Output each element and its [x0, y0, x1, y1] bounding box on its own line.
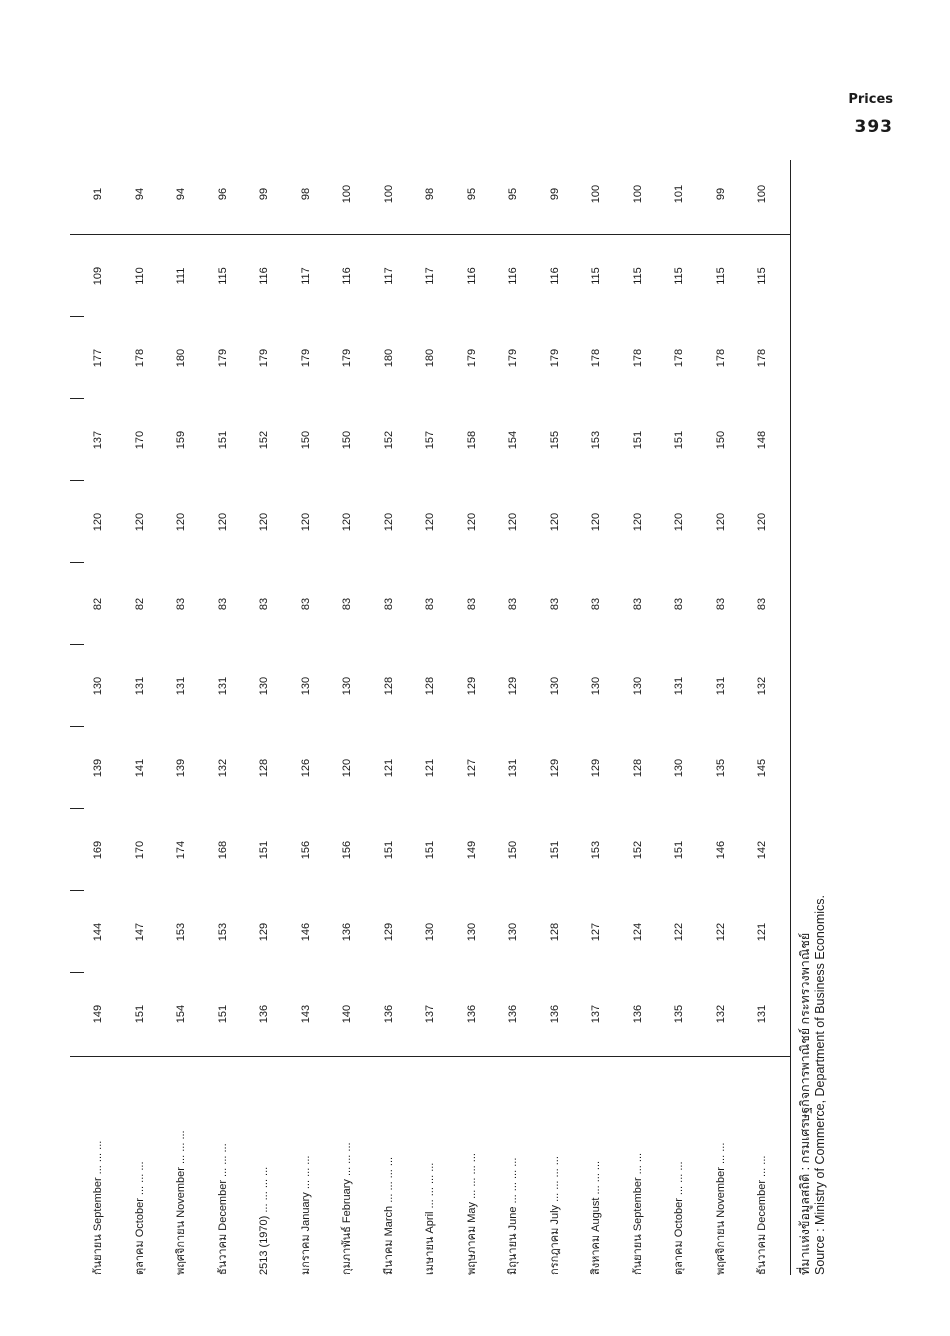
table-cell: 120	[548, 512, 561, 532]
table-row	[120, 160, 160, 1275]
table-cell: 153	[216, 922, 229, 942]
column-separator	[70, 1056, 790, 1057]
table-cell: 151	[631, 430, 644, 450]
table-cell: 147	[133, 922, 146, 942]
table-cell: 83	[341, 597, 353, 611]
table-cell: 130	[465, 922, 478, 942]
table-cell: 99	[714, 187, 727, 201]
table-cell: 151	[258, 840, 270, 860]
table-cell: 179	[299, 348, 312, 368]
table-cell: 120	[299, 512, 312, 532]
table-cell: 132	[216, 758, 229, 778]
table-row	[576, 160, 616, 1275]
table-cell: 178	[714, 348, 727, 368]
table-cell: 83	[382, 597, 395, 611]
table-cell: 179	[507, 348, 519, 368]
table-row	[618, 160, 658, 1275]
table-cell: 122	[673, 922, 685, 942]
table-cell: 153	[590, 430, 602, 450]
table-cell: 148	[756, 430, 768, 450]
table-cell: 120	[590, 512, 602, 532]
table-cell: 178	[590, 348, 602, 368]
table-cell: 110	[133, 267, 146, 285]
table-row	[244, 160, 284, 1275]
table-cell: 129	[590, 758, 602, 778]
table-cell: 131	[216, 676, 229, 696]
table-cell: 170	[133, 840, 146, 860]
table-cell: 100	[590, 184, 602, 204]
table-rule	[790, 160, 791, 1275]
column-separator	[70, 890, 84, 891]
table-cell: 120	[673, 512, 685, 532]
row-label: ตุลาคม October ... ... ...	[673, 1161, 685, 1275]
table-cell: 116	[507, 267, 519, 285]
table-cell: 83	[756, 597, 768, 611]
table-cell: 120	[756, 512, 768, 532]
table-row	[452, 160, 492, 1275]
table-cell: 111	[175, 267, 187, 285]
table-cell: 83	[507, 597, 519, 611]
row-label: กรกฎาคม July ... ... ... ...	[548, 1156, 561, 1275]
table-cell: 120	[465, 512, 478, 532]
row-label: กุมภาพันธ์ February ... ... ...	[341, 1142, 353, 1275]
table-row	[286, 160, 326, 1275]
table-cell: 83	[631, 597, 644, 611]
table-cell: 83	[175, 597, 187, 611]
table-cell: 83	[299, 597, 312, 611]
price-index-table	[70, 160, 790, 1275]
table-cell: 169	[92, 840, 104, 860]
table-cell: 152	[631, 840, 644, 860]
table-cell: 151	[216, 430, 229, 450]
table-cell: 116	[548, 267, 561, 285]
table-cell: 141	[133, 758, 146, 778]
table-cell: 100	[756, 184, 768, 204]
table-cell: 170	[133, 430, 146, 450]
table-cell: 122	[714, 922, 727, 942]
column-separator	[70, 234, 790, 235]
table-cell: 146	[299, 922, 312, 942]
row-label: สิงหาคม August ... ... ...	[590, 1160, 602, 1275]
table-row	[493, 160, 533, 1275]
table-cell: 144	[92, 922, 104, 942]
table-cell: 131	[507, 758, 519, 778]
table-cell: 128	[548, 922, 561, 942]
table-cell: 157	[424, 430, 436, 450]
table-cell: 139	[92, 758, 104, 778]
table-row	[369, 160, 409, 1275]
table-cell: 128	[382, 676, 395, 696]
row-label: ธันวาคม December ... ...	[756, 1155, 768, 1275]
table-cell: 136	[382, 1004, 395, 1024]
table-cell: 83	[258, 597, 270, 611]
table-cell: 154	[175, 1004, 187, 1024]
row-label: เมษายน April ... ... ... ...	[424, 1162, 436, 1275]
table-cell: 128	[631, 758, 644, 778]
table-cell: 150	[714, 430, 727, 450]
table-cell: 131	[756, 1004, 768, 1024]
table-cell: 115	[673, 267, 685, 285]
table-cell: 151	[133, 1004, 146, 1024]
table-cell: 130	[341, 676, 353, 696]
table-cell: 129	[382, 922, 395, 942]
column-separator	[70, 644, 84, 645]
table-row	[701, 160, 741, 1275]
table-cell: 116	[341, 267, 353, 285]
table-cell: 136	[465, 1004, 478, 1024]
table-cell: 151	[673, 840, 685, 860]
table-cell: 146	[714, 840, 727, 860]
table-cell: 100	[631, 184, 644, 204]
table-cell: 129	[548, 758, 561, 778]
table-cell: 152	[258, 430, 270, 450]
table-cell: 120	[507, 512, 519, 532]
table-cell: 178	[133, 348, 146, 368]
table-cell: 120	[175, 512, 187, 532]
table-cell: 130	[424, 922, 436, 942]
table-cell: 120	[424, 512, 436, 532]
table-cell: 153	[590, 840, 602, 860]
table-cell: 115	[714, 267, 727, 285]
table-row	[161, 160, 201, 1275]
table-cell: 98	[424, 187, 436, 201]
table-cell: 128	[258, 758, 270, 778]
table-cell: 120	[341, 758, 353, 778]
table-cell: 115	[631, 267, 644, 285]
table-cell: 95	[507, 187, 519, 201]
column-separator	[70, 808, 84, 809]
table-cell: 151	[548, 840, 561, 860]
table-cell: 178	[756, 348, 768, 368]
table-cell: 135	[673, 1004, 685, 1024]
row-label: มกราคม January ... ... ...	[299, 1155, 312, 1275]
table-cell: 131	[714, 676, 727, 696]
table-cell: 142	[756, 840, 768, 860]
table-cell: 140	[341, 1004, 353, 1024]
table-cell: 137	[590, 1004, 602, 1024]
column-separator	[70, 316, 84, 317]
table-cell: 178	[631, 348, 644, 368]
table-cell: 120	[92, 512, 104, 532]
table-cell: 136	[631, 1004, 644, 1024]
table-cell: 136	[341, 922, 353, 942]
table-cell: 130	[92, 676, 104, 696]
table-cell: 120	[714, 512, 727, 532]
table-cell: 179	[341, 348, 353, 368]
table-cell: 150	[341, 430, 353, 450]
table-cell: 127	[590, 922, 602, 942]
table-cell: 98	[299, 187, 312, 201]
table-cell: 96	[216, 187, 229, 201]
row-label: พฤษภาคม May ... ... ... ...	[465, 1153, 478, 1275]
table-row	[327, 160, 367, 1275]
table-cell: 130	[631, 676, 644, 696]
table-cell: 121	[756, 922, 768, 942]
table-cell: 180	[175, 348, 187, 368]
column-separator	[70, 398, 84, 399]
table-cell: 137	[92, 430, 104, 450]
row-label: พฤศจิกายน November ... ... ...	[175, 1130, 187, 1275]
table-cell: 120	[631, 512, 644, 532]
table-row	[410, 160, 450, 1275]
table-cell: 121	[382, 758, 395, 778]
table-row	[78, 160, 118, 1275]
table-cell: 149	[465, 840, 478, 860]
table-cell: 135	[714, 758, 727, 778]
table-cell: 156	[299, 840, 312, 860]
table-cell: 91	[92, 187, 104, 201]
table-cell: 83	[548, 597, 561, 611]
table-cell: 130	[590, 676, 602, 696]
table-cell: 151	[382, 840, 395, 860]
table-cell: 151	[216, 1004, 229, 1024]
table-cell: 153	[175, 922, 187, 942]
table-cell: 158	[465, 430, 478, 450]
table-cell: 130	[548, 676, 561, 696]
table-cell: 168	[216, 840, 229, 860]
table-cell: 156	[341, 840, 353, 860]
row-label: มีนาคม March ... ... ... ...	[382, 1156, 395, 1275]
table-cell: 130	[258, 676, 270, 696]
table-cell: 180	[424, 348, 436, 368]
table-cell: 127	[465, 758, 478, 778]
table-cell: 179	[216, 348, 229, 368]
table-cell: 116	[465, 267, 478, 285]
table-cell: 126	[299, 758, 312, 778]
row-label: พฤศจิกายน November ... ...	[714, 1142, 727, 1275]
table-cell: 179	[548, 348, 561, 368]
section-title: Prices	[848, 92, 893, 107]
table-cell: 82	[133, 597, 146, 611]
table-cell: 149	[92, 1004, 104, 1024]
table-cell: 136	[548, 1004, 561, 1024]
table-cell: 124	[631, 922, 644, 942]
rotated-table-page	[70, 160, 827, 1275]
row-label: กันยายน September ... ...	[631, 1152, 644, 1275]
table-cell: 117	[424, 267, 436, 285]
table-cell: 131	[175, 676, 187, 696]
table-cell: 83	[216, 597, 229, 611]
table-cell: 129	[507, 676, 519, 696]
table-cell: 154	[507, 430, 519, 450]
table-cell: 143	[299, 1004, 312, 1024]
table-cell: 130	[673, 758, 685, 778]
table-cell: 109	[92, 266, 104, 286]
table-cell: 174	[175, 840, 187, 860]
table-cell: 177	[92, 348, 104, 368]
table-cell: 95	[465, 187, 478, 201]
table-cell: 150	[299, 430, 312, 450]
table-cell: 115	[590, 267, 602, 285]
table-cell: 83	[673, 597, 685, 611]
table-cell: 131	[133, 676, 146, 696]
table-cell: 100	[341, 184, 353, 204]
table-cell: 155	[548, 430, 561, 450]
table-cell: 130	[507, 922, 519, 942]
table-cell: 117	[299, 267, 312, 285]
table-cell: 145	[756, 758, 768, 778]
row-label: มิถุนายน June ... ... ... ...	[507, 1157, 519, 1275]
table-cell: 178	[673, 348, 685, 368]
table-cell: 151	[424, 840, 436, 860]
table-cell: 99	[258, 187, 270, 201]
table-cell: 94	[175, 187, 187, 201]
row-label: ธันวาคม December ... ... ...	[216, 1143, 229, 1275]
table-cell: 129	[258, 922, 270, 942]
table-cell: 83	[424, 597, 436, 611]
table-cell: 83	[714, 597, 727, 611]
table-cell: 120	[258, 512, 270, 532]
table-cell: 128	[424, 676, 436, 696]
table-cell: 101	[673, 184, 685, 204]
source-note-thai: ที่มาแห่งข้อมูลสถิติ : กรมเศรษฐกิจการพาณิชย์ กระทรวงพาณิชย์	[798, 932, 812, 1275]
table-cell: 116	[258, 267, 270, 285]
table-cell: 120	[341, 512, 353, 532]
table-cell: 120	[133, 512, 146, 532]
table-cell: 129	[465, 676, 478, 696]
table-cell: 139	[175, 758, 187, 778]
table-cell: 115	[216, 267, 229, 285]
table-cell: 136	[507, 1004, 519, 1024]
table-row	[535, 160, 575, 1275]
table-cell: 150	[507, 840, 519, 860]
table-row	[659, 160, 699, 1275]
table-cell: 120	[216, 512, 229, 532]
table-cell: 94	[133, 187, 146, 201]
table-cell: 120	[382, 512, 395, 532]
table-cell: 83	[465, 597, 478, 611]
table-cell: 121	[424, 758, 436, 778]
column-separator	[70, 480, 84, 481]
row-label: กันยายน September ... ... ...	[92, 1140, 104, 1275]
table-row	[742, 160, 782, 1275]
table-cell: 99	[548, 187, 561, 201]
table-cell: 132	[714, 1004, 727, 1024]
page-number: 393	[854, 117, 893, 137]
table-cell: 137	[424, 1004, 436, 1024]
table-cell: 180	[382, 348, 395, 368]
table-cell: 131	[673, 676, 685, 696]
table-cell: 82	[92, 597, 104, 611]
row-label: 2513 (1970) ... ... ... ...	[258, 1166, 270, 1275]
table-cell: 117	[382, 267, 395, 285]
table-cell: 130	[299, 676, 312, 696]
column-separator	[70, 726, 84, 727]
row-label: ตุลาคม October ... ... ...	[133, 1161, 146, 1275]
table-cell: 100	[382, 184, 395, 204]
table-cell: 179	[258, 348, 270, 368]
table-cell: 83	[590, 597, 602, 611]
table-cell: 159	[175, 430, 187, 450]
table-cell: 151	[673, 430, 685, 450]
column-separator	[70, 562, 84, 563]
source-note-english: Source : Ministry of Commerce, Department of Business Economics.	[813, 895, 827, 1275]
column-separator	[70, 972, 84, 973]
table-cell: 179	[465, 348, 478, 368]
table-cell: 115	[756, 267, 768, 285]
table-row	[203, 160, 243, 1275]
table-cell: 152	[382, 430, 395, 450]
table-cell: 136	[258, 1004, 270, 1024]
table-cell: 132	[756, 676, 768, 696]
